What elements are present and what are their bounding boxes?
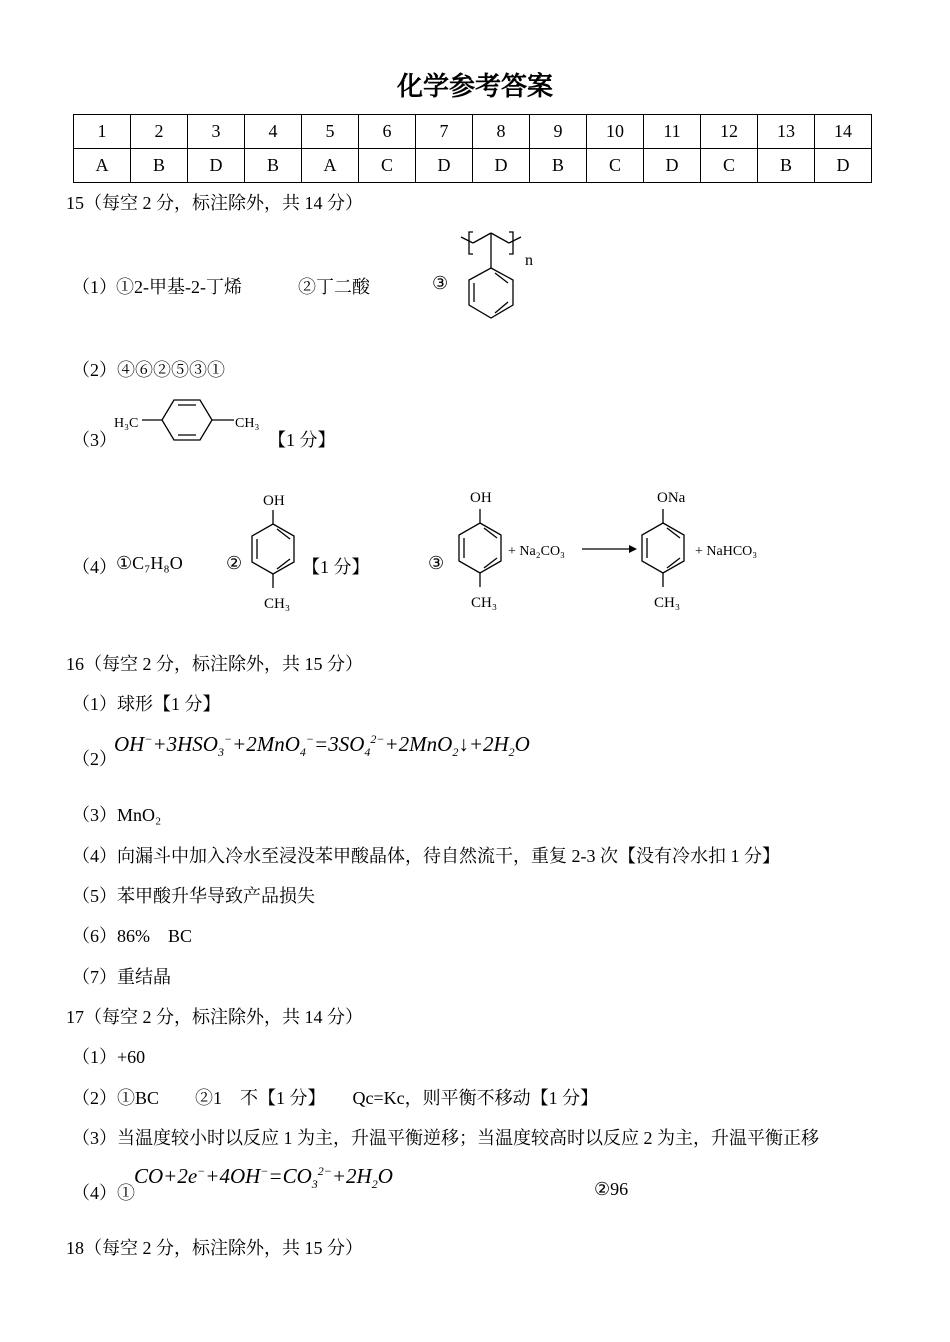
table-cell: C	[359, 149, 416, 183]
table-cell: B	[530, 149, 587, 183]
q16-p7: （7）重结晶	[72, 967, 171, 987]
q15-p1-b: ②丁二酸	[298, 277, 370, 297]
table-cell: 13	[758, 115, 815, 149]
polymer-n: n	[525, 252, 533, 269]
nahco3-label: + NaHCO₃	[695, 544, 758, 559]
table-cell: D	[644, 149, 701, 183]
q15-p3-prefix: （3）	[72, 430, 117, 450]
table-cell: B	[245, 149, 302, 183]
table-cell: 10	[587, 115, 644, 149]
page-title: 化学参考答案	[396, 72, 553, 102]
table-cell: 12	[701, 115, 758, 149]
q16-p3: （3）MnO₂	[72, 805, 162, 825]
q15-p2: （2）④⑥②⑤③①	[72, 360, 225, 380]
q17-header: 17（每空 2 分，标注除外，共 14 分）	[66, 1007, 363, 1027]
answer-table	[73, 114, 872, 183]
table-cell: 14	[815, 115, 872, 149]
ona-label: ONa	[657, 490, 686, 506]
table-cell: D	[473, 149, 530, 183]
table-cell: 1	[74, 115, 131, 149]
table-cell: B	[131, 149, 188, 183]
q17-p3: （3）当温度较小时以反应 1 为主，升温平衡逆移；当温度较高时以反应 2 为主，升温平衡正移	[72, 1128, 819, 1148]
q16-p2-equation: $OH^-+3HSO_3^-+2MnO_4^-=3SO_4^{2-}+2MnO_2↓+2H_2O$	[114, 732, 530, 760]
table-cell: D	[416, 149, 473, 183]
table-cell: C	[701, 149, 758, 183]
polystyrene-structure	[455, 222, 555, 332]
table-cell: 9	[530, 115, 587, 149]
q15-p1-c: ③	[432, 273, 449, 293]
table-cell: D	[815, 149, 872, 183]
q15-p4-c: ③	[428, 553, 445, 573]
q15-p1-prefix: （1）	[72, 277, 117, 297]
table-cell: 5	[302, 115, 359, 149]
q17-p1: （1）+60	[72, 1047, 146, 1067]
q17-p4-prefix: （4）①	[72, 1183, 135, 1203]
table-cell: A	[302, 149, 359, 183]
table-cell: 8	[473, 115, 530, 149]
q17-p2: （2）①BC ②1 不【1 分】 Qc=Kc，则平衡不移动【1 分】	[72, 1088, 599, 1108]
table-cell: A	[74, 149, 131, 183]
table-row-answers	[74, 149, 872, 183]
q15-p4-b: ②	[226, 553, 243, 573]
q15-p4-note: 【1 分】	[302, 557, 370, 577]
reaction-equation	[445, 485, 785, 612]
oh-label: OH	[470, 490, 492, 506]
q16-p2-prefix: （2）	[72, 749, 117, 769]
table-cell: D	[188, 149, 245, 183]
table-row-numbers	[74, 115, 872, 149]
oh-label: OH	[263, 493, 285, 509]
q15-p4-prefix: （4）	[72, 557, 117, 577]
q15-p4-a: ①C₇H₈O	[116, 553, 183, 573]
q16-header: 16（每空 2 分，标注除外，共 15 分）	[66, 654, 363, 674]
q16-p4: （4）向漏斗中加入冷水至浸没苯甲酸晶体，待自然流干，重复 2-3 次【没有冷水扣 1 分】	[72, 846, 780, 866]
ch3-label: CH₃	[235, 416, 260, 431]
ch3-label: CH₃	[471, 595, 498, 611]
p-xylene-structure	[112, 392, 272, 448]
q17-p4-equation: $CO+2e^-+4OH^-=CO_3^{2-}+2H_2O$	[134, 1164, 393, 1192]
h3c-label: H₃C	[114, 416, 139, 431]
q15-header: 15（每空 2 分，标注除外，共 14 分）	[66, 193, 363, 213]
q16-p5: （5）苯甲酸升华导致产品损失	[72, 886, 315, 906]
ch3-label: CH₃	[264, 596, 291, 612]
table-cell: 4	[245, 115, 302, 149]
q17-p4-b: ②96	[594, 1179, 629, 1199]
table-cell: 6	[359, 115, 416, 149]
table-cell: C	[587, 149, 644, 183]
p-cresol-structure	[240, 488, 310, 612]
table-cell: 11	[644, 115, 701, 149]
table-cell: 2	[131, 115, 188, 149]
q16-p6: （6）86% BC	[72, 926, 193, 946]
table-cell: B	[758, 149, 815, 183]
q15-p3-note: 【1 分】	[268, 430, 336, 450]
q15-p1-a: ①2-甲基-2-丁烯	[116, 277, 242, 297]
table-cell: 3	[188, 115, 245, 149]
q18-header: 18（每空 2 分，标注除外，共 15 分）	[66, 1238, 363, 1258]
ch3-label: CH₃	[654, 595, 681, 611]
table-cell: 7	[416, 115, 473, 149]
na2co3-label: + Na₂CO₃	[508, 544, 565, 559]
q16-p1: （1）球形【1 分】	[72, 694, 221, 714]
